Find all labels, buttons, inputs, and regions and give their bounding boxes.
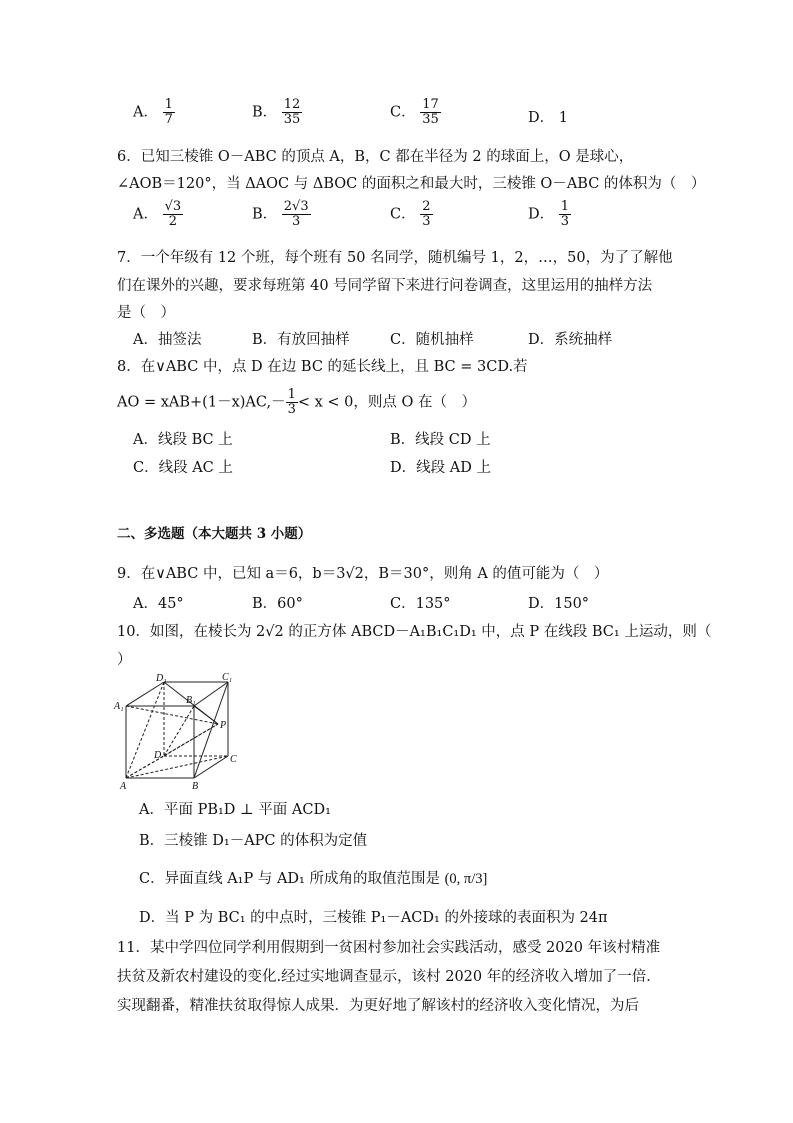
option-letter: C． bbox=[390, 206, 416, 223]
q7-option-a: A．抽签法 bbox=[133, 332, 202, 348]
q5-option-a bbox=[133, 98, 175, 127]
hidden-line-a1-p bbox=[126, 706, 218, 724]
q11-line1: 11．某中学四位同学利用假期到一贫困村参加社会实践活动，感受 2020 年该村精准 bbox=[117, 940, 661, 956]
label-b: B bbox=[192, 781, 199, 792]
denominator: 35 bbox=[283, 112, 301, 127]
q10-line1: 10．如图，在棱长为 2√2 的正方体 ABCD－A₁B₁C₁D₁ 中，点 P 在线段 BC₁ 上运动，则（ bbox=[117, 624, 712, 640]
hidden-line-a-c bbox=[126, 756, 228, 778]
hidden-line-d-b1 bbox=[164, 706, 194, 756]
option-letter: A． bbox=[133, 104, 158, 121]
q8-line1: 8．在∨ABC 中，点 D 在边 BC 的延长线上，且 BC = 3CD.若 bbox=[117, 359, 528, 375]
option-letter: C． bbox=[390, 104, 416, 121]
angle-range: (0, π/3] bbox=[444, 871, 488, 887]
fraction bbox=[282, 200, 311, 229]
edge-a1-d1 bbox=[126, 682, 164, 706]
denominator: 3 bbox=[560, 214, 570, 229]
q7-option-c: C．随机抽样 bbox=[390, 332, 474, 348]
q7-line2: 们在课外的兴趣，要求每班第 40 号同学留下来进行问卷调查，这里运用的抽样方法 bbox=[117, 278, 653, 294]
denominator: 3 bbox=[292, 214, 301, 229]
q9-option-b: B．60° bbox=[252, 596, 303, 612]
q11-line2: 扶贫及新农村建设的变化.经过实地调查显示，该村 2020 年的经济收入增加了一倍． bbox=[117, 969, 661, 985]
hidden-line-a-d1 bbox=[126, 682, 164, 778]
label-a1: A₁ bbox=[114, 701, 124, 712]
numerator: 17 bbox=[422, 97, 439, 112]
q6-option-c bbox=[390, 200, 433, 229]
option-c-text: C．异面直线 A₁P 与 AD₁ 所成角的取值范围是 bbox=[139, 871, 440, 887]
label-b1: B₁ bbox=[186, 695, 196, 706]
denominator: 3 bbox=[287, 402, 296, 417]
q5-option-b bbox=[252, 98, 302, 127]
q8-line2 bbox=[117, 388, 476, 417]
label-a: A bbox=[120, 781, 127, 792]
q10-line2: ） bbox=[117, 652, 132, 668]
label-d1: D₁ bbox=[156, 673, 167, 684]
q7-line3: 是（ ） bbox=[117, 305, 175, 321]
inequality-tail: < x < 0，则点 O 在（ ） bbox=[297, 394, 476, 411]
q10-option-a: A．平面 PB₁D ⊥ 平面 ACD₁ bbox=[139, 802, 331, 818]
numerator: 1 bbox=[164, 97, 173, 112]
q10-option-d: D．当 P 为 BC₁ 的中点时，三棱锥 P₁－ACD₁ 的外接球的表面积为 24π bbox=[139, 910, 608, 926]
numerator: √3 bbox=[164, 199, 182, 214]
q9-line1: 9．在∨ABC 中，已知 a＝6，b＝3√2，B＝30°，则角 A 的值可能为（ ） bbox=[117, 566, 609, 582]
denominator: 2 bbox=[168, 214, 178, 229]
denominator: 7 bbox=[164, 112, 173, 127]
q9-option-c: C．135° bbox=[390, 596, 451, 612]
edge-b1-c1 bbox=[194, 682, 228, 706]
numerator: 12 bbox=[283, 97, 301, 112]
option-letter: B． bbox=[252, 206, 278, 223]
label-c: C bbox=[230, 754, 237, 765]
cube-figure bbox=[112, 672, 242, 794]
q11-line3: 实现翻番，精准扶贫取得惊人成果．为更好地了解该村的经济收入变化情况，为后 bbox=[117, 998, 639, 1014]
fraction bbox=[286, 388, 298, 417]
q6-option-a bbox=[133, 200, 183, 229]
q6-line1: 6．已知三棱锥 O－ABC 的顶点 A，B，C 都在半径为 2 的球面上，O 是球心， bbox=[117, 149, 634, 165]
option-letter: D． bbox=[528, 110, 555, 126]
fraction bbox=[163, 200, 184, 229]
label-p: P bbox=[220, 720, 227, 731]
q5-option-c bbox=[390, 98, 441, 127]
option-value: 1 bbox=[558, 110, 568, 126]
fraction bbox=[420, 98, 441, 127]
numerator: 1 bbox=[287, 387, 296, 402]
q8-option-c: C．线段 AC 上 bbox=[133, 460, 233, 476]
q7-option-b: B．有放回抽样 bbox=[252, 332, 350, 348]
q7-option-d: D．系统抽样 bbox=[528, 332, 613, 348]
q6-option-d bbox=[528, 200, 571, 229]
numerator: 1 bbox=[560, 199, 570, 214]
q7-line1: 7．一个年级有 12 个班，每个班有 50 名同学，随机编号 1，2，…，50，为了了解他 bbox=[117, 250, 673, 266]
fraction bbox=[420, 200, 432, 229]
denominator: 3 bbox=[422, 214, 431, 229]
q8-option-b: B．线段 CD 上 bbox=[390, 432, 491, 448]
q5-option-d bbox=[528, 106, 568, 127]
section-heading: 二、多选题（本大题共 3 小题） bbox=[117, 526, 312, 542]
q10-option-b: B．三棱锥 D₁－APC 的体积为定值 bbox=[139, 833, 368, 849]
q10-option-c bbox=[139, 867, 487, 888]
vector-equation: AO = xAB+(1－x)AC,－ bbox=[117, 394, 286, 411]
option-letter: B． bbox=[252, 104, 278, 121]
denominator: 35 bbox=[422, 112, 439, 127]
label-d: D bbox=[154, 750, 162, 761]
q9-option-d: D．150° bbox=[528, 596, 590, 612]
q6-line2: ∠AOB＝120°，当 ΔAOC 与 ΔBOC 的面积之和最大时，三棱锥 O－ABC 的体积为（ ） bbox=[117, 176, 706, 192]
fraction bbox=[559, 200, 571, 229]
numerator: 2√3 bbox=[283, 199, 309, 214]
label-c1: C₁ bbox=[222, 672, 233, 683]
fraction bbox=[282, 98, 303, 127]
q8-option-a: A．线段 BC 上 bbox=[133, 432, 233, 448]
option-letter: D． bbox=[528, 206, 555, 223]
q6-option-b bbox=[252, 200, 311, 229]
option-letter: A． bbox=[133, 206, 158, 223]
fraction bbox=[163, 98, 175, 127]
q8-option-d: D．线段 AD 上 bbox=[390, 460, 491, 476]
numerator: 2 bbox=[422, 199, 431, 214]
q9-option-a: A．45° bbox=[133, 596, 184, 612]
